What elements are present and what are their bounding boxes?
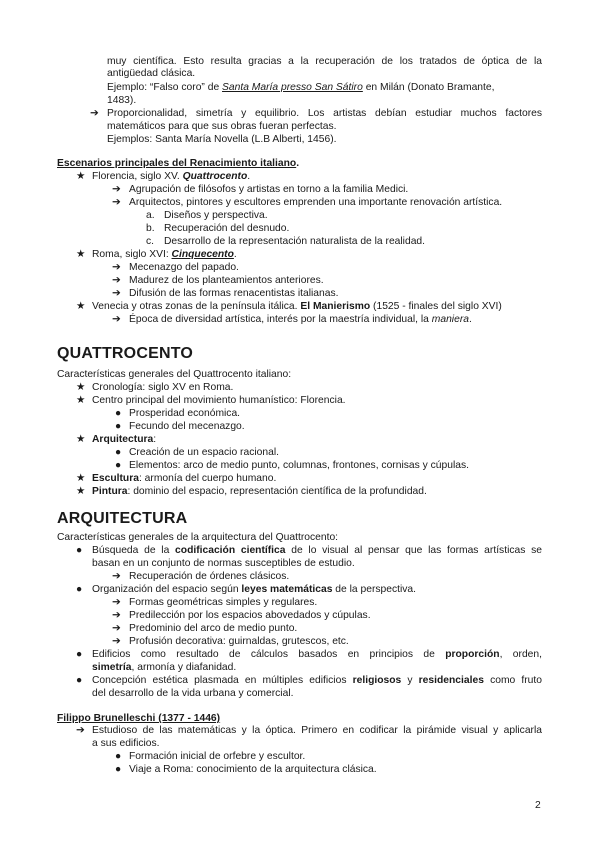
list-item: Difusión de las formas renacentistas italianas. xyxy=(129,288,339,299)
list-item: del desarrollo de la vida urbana y comercial. xyxy=(92,688,294,699)
arrow-icon: ➔ xyxy=(112,275,121,286)
intro-line: muy científica. Esto resulta gracias a la recuperación de los tratados de óptica de la xyxy=(107,56,542,67)
arrow-icon: ➔ xyxy=(112,314,121,325)
star-icon: ★ xyxy=(76,434,86,445)
arrow-icon: ➔ xyxy=(90,108,99,119)
list-item: Recuperación de órdenes clásicos. xyxy=(129,571,290,582)
list-item: basan en un conjunto de normas susceptibles de estudio. xyxy=(92,558,355,569)
star-icon: ★ xyxy=(76,249,86,260)
example-link[interactable]: Santa María presso San Sátiro xyxy=(222,82,363,93)
bullet-dot: ● xyxy=(115,447,122,458)
arrow-icon: ➔ xyxy=(112,571,121,582)
bullet-dot: ● xyxy=(76,675,83,686)
arrow-icon: ➔ xyxy=(112,197,121,208)
bullet-dot: ● xyxy=(76,584,83,595)
bullet-dot: ● xyxy=(115,751,122,762)
list-item: Creación de un espacio racional. xyxy=(129,447,279,458)
list-item: Profusión decorativa: guirnaldas, grutescos, etc. xyxy=(129,636,349,647)
star-icon: ★ xyxy=(76,301,86,312)
bullet-dot: ● xyxy=(115,764,122,775)
arrow-icon: ➔ xyxy=(112,636,121,647)
list-item: Elementos: arco de medio punto, columnas, frontones, cornisas y cúpulas. xyxy=(129,460,469,471)
list-item: Desarrollo de la representación naturalista de la realidad. xyxy=(164,236,426,247)
list-item: Venecia y otras zonas de la península itálica. El Manierismo (1525 - finales del siglo XVI) xyxy=(92,301,502,312)
list-item: Organización del espacio según leyes matemáticas de la perspectiva. xyxy=(92,584,417,595)
list-item: Arquitectura: xyxy=(92,434,157,445)
list-marker: c. xyxy=(146,236,155,247)
bullet-dot: ● xyxy=(115,421,122,432)
section-title: ARQUITECTURA xyxy=(57,510,188,527)
star-icon: ★ xyxy=(76,171,86,182)
proportion-line: Ejemplos: Santa María Novella (L.B Alberti, 1456). xyxy=(107,134,337,145)
example-line: Ejemplo: “Falso coro” de Santa María presso San Sátiro en Milán (Donato Bramante, xyxy=(107,82,495,93)
list-item: Viaje a Roma: conocimiento de la arquitectura clásica. xyxy=(129,764,377,775)
list-marker: b. xyxy=(146,223,155,234)
page-number: 2 xyxy=(535,800,541,811)
arrow-icon: ➔ xyxy=(112,262,121,273)
list-item: Prosperidad económica. xyxy=(129,408,241,419)
list-item: Predilección por los espacios abovedados y cúpulas. xyxy=(129,610,371,621)
section-intro: Características generales del Quattrocento italiano: xyxy=(57,369,292,380)
list-item: Búsqueda de la codificación científica de lo visual al pensar que las formas artísticas se xyxy=(92,545,542,556)
intro-line: antigüedad clásica. xyxy=(107,68,196,79)
section-heading: Escenarios principales del Renacimiento italiano. xyxy=(57,158,300,169)
arrow-icon: ➔ xyxy=(112,610,121,621)
bullet-dot: ● xyxy=(76,545,83,556)
list-item: Agrupación de filósofos y artistas en torno a la familia Medici. xyxy=(129,184,409,195)
arrow-icon: ➔ xyxy=(112,597,121,608)
list-item: Concepción estética plasmada en múltiples edificios religiosos y residenciales como fruto xyxy=(92,675,542,686)
proportion-line: Proporcionalidad, simetría y equilibrio. Los artistas debían estudiar muchos factores xyxy=(107,108,542,119)
section-title: QUATTROCENTO xyxy=(57,345,194,362)
list-item: Cronología: siglo XV en Roma. xyxy=(92,382,234,393)
list-item: Arquitectos, pintores y escultores emprenden una importante renovación artística. xyxy=(129,197,503,208)
list-item: Florencia, siglo XV. Quattrocento. xyxy=(92,171,251,182)
arrow-icon: ➔ xyxy=(112,288,121,299)
list-item: Mecenazgo del papado. xyxy=(129,262,239,273)
list-marker: a. xyxy=(146,210,155,221)
arrow-icon: ➔ xyxy=(112,184,121,195)
list-item: Recuperación del desnudo. xyxy=(164,223,290,234)
list-item: Edificios como resultado de cálculos basados en principios de proporción, orden, xyxy=(92,649,542,660)
list-item: Pintura: dominio del espacio, representación científica de la profundidad. xyxy=(92,486,427,497)
list-item: Época de diversidad artística, interés por la maestría individual, la maniera. xyxy=(129,314,472,325)
list-item: Estudioso de las matemáticas y la óptica. Primero en codificar la pirámide visual y aplicarla xyxy=(92,725,542,736)
bullet-dot: ● xyxy=(115,408,122,419)
list-item: Escultura: armonía del cuerpo humano. xyxy=(92,473,277,484)
bullet-dot: ● xyxy=(76,649,83,660)
list-item: a sus edificios. xyxy=(92,738,160,749)
star-icon: ★ xyxy=(76,395,86,406)
list-item: Madurez de los planteamientos anteriores. xyxy=(129,275,324,286)
list-item: simetría, armonía y diafanidad. xyxy=(92,662,237,673)
list-item: Centro principal del movimiento humanístico: Florencia. xyxy=(92,395,346,406)
list-item: Predominio del arco de medio punto. xyxy=(129,623,298,634)
arrow-icon: ➔ xyxy=(76,725,85,736)
list-item: Diseños y perspectiva. xyxy=(164,210,268,221)
list-item: Formas geométricas simples y regulares. xyxy=(129,597,318,608)
intro-line: 1483). xyxy=(107,95,137,106)
star-icon: ★ xyxy=(76,486,86,497)
list-item: Roma, siglo XVI: Cinquecento. xyxy=(92,249,237,260)
bullet-dot: ● xyxy=(115,460,122,471)
arrow-icon: ➔ xyxy=(112,623,121,634)
proportion-line: matemáticos para que sus obras fueran perfectas. xyxy=(107,121,337,132)
star-icon: ★ xyxy=(76,382,86,393)
star-icon: ★ xyxy=(76,473,86,484)
list-item: Formación inicial de orfebre y escultor. xyxy=(129,751,306,762)
list-item: Fecundo del mecenazgo. xyxy=(129,421,245,432)
subsection-heading: Filippo Brunelleschi (1377 - 1446) xyxy=(57,713,221,724)
section-intro: Características generales de la arquitectura del Quattrocento: xyxy=(57,532,339,543)
